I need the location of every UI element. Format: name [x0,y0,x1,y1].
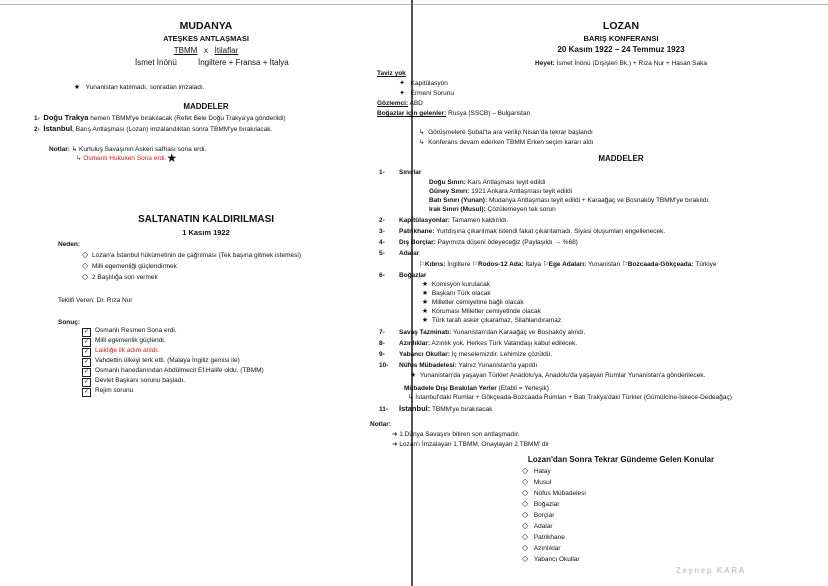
gundem-3 [522,488,586,498]
heyet-text: İsmet İnönü (Dışişleri Bk.) + Rıza Nur + Hasan Saka [554,60,707,67]
madde-10 [379,361,537,370]
sinirlar-num: 1- [379,169,385,176]
madde-bold: Dış Borçlar: [399,239,436,246]
flag-icon: ⚐ [542,261,549,268]
diamond-icon: ◇ [82,261,89,270]
madde-8 [379,339,577,348]
madde-text: İç meselemizdir. Lehimize çözüldü. [449,351,553,358]
heyet-line [414,59,828,68]
side-a: TBMM [173,46,198,55]
madde-11 [379,404,492,414]
bogaz-3 [420,298,524,307]
bogaz-text: Koruması Milletler cemiyetinde olacak [431,308,541,315]
sinir-text: Mudanya Antlaşması teyit edildi + Karaağaç ve Bosnaköy TBMM'ye bırakıldı. [487,197,710,204]
neden-1 [82,250,301,260]
madde-6 [379,271,426,280]
sinir-bold: Irak Sınırı (Musul): [429,206,486,213]
lozan-not-2 [392,440,549,449]
item-text: , Barış Antlaşması (Lozan) imzalandıktan sonra TBMM'ye bırakılacak. [72,126,273,133]
star-icon: ★ [421,317,429,324]
madde-bold: Patrikhane: [399,228,435,235]
diamond-icon: ◇ [82,272,89,281]
madde-text: Payımıza düşeni ödeyeceğiz (Paylaşıldı → %68) [435,239,578,246]
flag-icon: ⚐ [419,261,425,268]
bogazlar-gelenler-text: Rusya (SSCB) – Bulgaristan [446,110,531,117]
bogaz-text: Türk tarafı asker çıkaramaz, Silahlandıramaz [431,317,562,324]
madde-bold: Savaş Tazminatı: [399,329,452,336]
neden-text: 2 Başlılığa son vermek [92,274,158,281]
neden-2 [82,261,177,271]
madde-2 [379,216,508,225]
star-icon: ★ [421,299,429,306]
madde-num: 3- [379,228,385,235]
arrow-note-text: Görüşmelere Şubat'ta ara verilip Nisan'da tekrar başlandı [428,129,593,136]
gundem-text: Borçlar [533,512,555,519]
madde-num: 8- [379,340,385,347]
bogazlar-gelenler-label: Boğazlar için gelenler: [377,110,447,117]
diamond-icon: ◇ [522,488,529,497]
checkbox-icon: ✓ [83,329,90,335]
ada-bold: Bozcaada-Gökçeada: [627,261,694,268]
lozan-date: 20 Kasım 1922 – 24 Temmuz 1923 [557,45,685,54]
hook-arrow-icon: ↳ [408,394,414,401]
sinir-bati [429,196,710,205]
arrow-note-text: Konferans devam ederken TBMM Erken seçim kararı aldı [428,139,594,146]
sonuc-7 [82,386,133,397]
bogaz-1 [420,280,490,289]
sinir-text: 1921 Ankara Antlaşması teyit edildi [469,188,573,195]
arrow-note-2 [419,138,593,147]
cross-star-icon: ✦ [399,80,405,87]
bogazlar-gelenler-line [377,109,530,118]
taviz-label: Taviz yok [377,70,406,77]
mubadele-disi-text [408,393,732,402]
mubadele-disi-value: İstanbul'daki Rumlar + Gökçeada-Bozcaada Rumları + Batı Trakya'daki Türkler (Gümülcine-İskece-Dedeağaç) [415,394,732,401]
diamond-icon: ◇ [522,499,529,508]
madde-text: Tamamen kaldırıldı. [449,217,509,224]
checkbox-icon: ✓ [83,339,90,345]
madde-bold: Kapitülasyonlar: [399,217,450,224]
madde-9 [379,350,552,359]
star-icon: ★ [166,151,178,165]
star-icon: ★ [409,372,417,379]
checkbox-icon: ✓ [83,349,90,355]
gozlemci-line [377,99,423,108]
item-number: 1- [34,115,40,122]
item-number: 2- [34,126,40,133]
sinir-dogu [429,178,545,187]
gundem-text: Adalar [533,523,553,530]
gundem-1 [522,466,551,476]
madde-5 [379,249,419,258]
cross-star-icon: ✦ [399,90,405,97]
gundem-text: Patrikhane [533,534,565,541]
sinir-irak [429,205,556,214]
sonuc-text: Rejim sorunu [95,387,134,394]
ada-text: İtalya [523,261,543,268]
gundem-8 [522,543,561,553]
neden-text: Lozan'a İstanbul hükümetinin de çağrılması (Tek başına gitmek istemesi) [92,252,301,259]
neden-label: Neden: [58,241,81,248]
sonuc-text: Osmanlı hanedanından Abdülmecit Ef.Halife oldu. (TBMM) [95,367,264,374]
madde-bold: Azınlıklar: [399,340,431,347]
mudanya-rep-a: İsmet İnönü [135,58,177,67]
note-2: Osmanlı Hukuken Sona erdi. [83,155,167,162]
sonuc-text: Osmanlı Resmen Sona erdi. [95,327,177,334]
madde-num: 2- [379,217,385,224]
lozan-not-text: 1.Dünya Savaşını bitiren son antlaşmadır. [399,431,520,438]
hook-arrow-icon: ↳ [76,155,82,162]
left-page [0,0,412,586]
star-icon: ★ [421,308,429,315]
bogaz-2 [420,289,491,298]
watermark: Zeynep KARA [676,566,746,575]
checkbox-icon: ✓ [83,359,90,365]
madde-bold: Yabancı Okullar: [399,351,450,358]
madde-3 [379,227,665,236]
madde-num: 7- [379,329,385,336]
lozan-maddeler-title: MADDELER [598,154,644,163]
madde-text: Yunanistan'dan Karaağaç ve Bosnaköy alındı. [451,329,586,336]
diamond-icon: ◇ [522,554,529,563]
mudanya-rep-b: İngiltere + Fransa + İtalya [198,58,289,67]
gundem-title: Lozan'dan Sonra Tekrar Gündeme Gelen Konular [527,455,715,464]
star-icon: ★ [421,290,429,297]
diamond-icon: ◇ [522,510,529,519]
gundem-text: Boğazlar [533,501,560,508]
mudanya-item-2 [34,124,272,134]
mudanya-item-1 [34,113,286,123]
diamond-icon: ◇ [522,477,529,486]
arrow-note-1 [419,128,593,137]
mubadele-star-text: Yunanistan'da yaşayan Türkler Anadolu'ya, Anadolu'da yaşayan Rumlar Yunanistan'a gönderilecek. [419,372,706,379]
hook-arrow-icon: ↳ [71,146,78,153]
bogaz-text: Milletler cemiyetine bağlı olacak [431,299,524,306]
gundem-9 [522,554,580,564]
gundem-7 [522,532,565,542]
mubadele-disi-label: Mübadele Dışı Bırakılan Yerler [404,385,497,392]
ada-text: Türkiye [693,261,717,268]
lozan-subtitle: BARIŞ KONFERANSI [583,34,659,43]
taviz-1 [397,79,448,88]
bogaz-text: Başkanı Türk olacak [431,290,491,297]
neden-text: Milli egemenliği güçlendirmek [92,263,177,270]
madde-bold: Adalar [399,250,420,257]
gundem-text: Azınlıklar [533,545,561,552]
mudanya-note [72,83,205,92]
lozan-not-1 [392,430,520,439]
sonuc-text: Devlet Başkanı sorunu başladı. [95,377,185,384]
gozlemci-label: Gözlemci: [377,100,409,107]
madde-7 [379,328,585,337]
mudanya-maddeler-title: MADDELER [183,102,229,111]
diamond-icon: ◇ [82,250,89,259]
saltanat-title: SALTANATIN KALDIRILMASI [137,214,275,225]
sonuc-text: Laikliğe ilk adım atıldı. [95,347,159,354]
gundem-text: Musul [533,479,552,486]
gundem-text: Nüfus Mübadelesi [533,490,586,497]
saltanat-date: 1 Kasım 1922 [182,228,230,237]
mudanya-note-2 [76,151,178,165]
gundem-6 [522,521,553,531]
star-icon: ★ [421,281,429,288]
madde-4 [379,238,578,247]
ada-bold: Rodos-12 Ada: [478,261,524,268]
teklif-veren: Teklifi Veren: Dr. Rıza Nur [58,297,133,304]
x-sep: x [204,46,208,55]
lozan-not-text: Lozan'ı İmzalayan 1.TBMM, Onaylayan 2.TBMM' dir [399,441,550,448]
madde-bold: Nüfus Mübadelesi: [399,362,457,369]
sinirlar-label: Sınırlar [399,169,422,176]
madde-num: 5- [379,250,385,257]
neden-3 [82,272,158,282]
checkbox-icon: ✓ [83,369,90,375]
gundem-4 [522,499,559,509]
sinir-guney [429,187,572,196]
mubadele-disi-extra: (Etabli = Yerleşik) [496,385,549,392]
star-icon: ★ [73,84,81,91]
madde-bold: Boğazlar [399,272,427,279]
bogaz-5 [420,316,561,325]
sinir-bold: Doğu Sınırı: [429,179,466,186]
mudanya-notes [49,145,206,154]
madde-text: TBMM'ye bırakılacak [430,406,493,413]
gozlemci-text: ABD [408,100,423,107]
sinir-text: Çözülemeyen tek sorun [485,206,556,213]
bogaz-4 [420,307,541,316]
mubadele-disi-heading [404,384,549,393]
madde-num: 6- [379,272,385,279]
arrow-right-icon: ➔ [392,431,398,438]
flag-icon: ⚐ [472,261,478,268]
taviz-text: Ermeni Sorunu [410,90,454,97]
side-b: İtilaflar [214,46,239,55]
mudanya-subtitle: ATEŞKES ANTLAŞMASI [163,34,249,43]
madde-num: 11- [379,406,389,413]
madde-text: Azınlık yok, Herkes Türk Vatandaşı kabul edilecek. [430,340,578,347]
right-page [370,0,828,586]
bogaz-text: Komisyon kurulacak [431,281,490,288]
diamond-icon: ◇ [522,543,529,552]
diamond-icon: ◇ [522,532,529,541]
sonuc-text: Vahdettin ülkeyi terk etti. (Malaya İngiliz gemisi ile) [95,357,240,364]
ada-text: Yunanistan [586,261,622,268]
mubadele-star [408,371,705,380]
ada-bold: Ege Adaları: [548,261,587,268]
mudanya-title: MUDANYA [179,20,233,32]
mudanya-note-text: Yunanistan katılmadı, sonradan imzaladı. [85,84,205,91]
item-text: hemen TBMM'ye bırakılacak (Refet Bele Doğu Trakya'ya gönderildi) [88,115,286,122]
item-bold: Doğu Trakya [43,113,89,122]
sinir-bold: Batı Sınırı (Yunan): [429,197,488,204]
sinir-text: Kars Antlaşması teyit edildi [465,179,546,186]
sonuc-text: Milli egemenlik güçlendi. [95,337,166,344]
madde-num: 4- [379,239,385,246]
note-1: Kurtuluş Savaşının Askeri safhası sona erdi. [79,146,207,153]
madde-text: Yalnız Yunanistan'la yapıldı [456,362,538,369]
notlar-label: Notlar: [49,146,70,153]
gundem-2 [522,477,551,487]
hook-arrow-icon: ↳ [419,129,425,136]
ada-bold: Kıbrıs: [424,261,446,268]
gundem-5 [522,510,554,520]
checkbox-icon: ✓ [83,389,90,395]
item-bold: İstanbul [43,124,73,133]
flag-icon: ⚐ [621,261,628,268]
gundem-text: Yabancı Okullar [533,556,580,563]
taviz-text: Kapitülasyon [410,80,448,87]
diamond-icon: ◇ [522,521,529,530]
taviz-2 [397,89,454,98]
mudanya-sides [0,46,412,56]
lozan-notlar-label: Notlar: [370,421,391,428]
checkbox-icon: ✓ [83,379,90,385]
gundem-text: Hatay [533,468,551,475]
madde-num: 9- [379,351,385,358]
arrow-right-icon: ➔ [392,441,398,448]
ada-text: İngiltere [445,261,473,268]
hook-arrow-icon: ↳ [419,139,425,146]
lozan-title: LOZAN [602,20,640,32]
madde-num: 10- [379,362,389,369]
sonuc-label: Sonuç: [58,319,81,326]
madde-bold: İstanbul: [399,404,431,413]
heyet-label: Heyet: [535,60,555,67]
sinir-bold: Güney Sınırı: [429,188,470,195]
madde-text: Yurtdışına çıkarılmak istendi fakat çıkarılamadı. Siyasi oluşumları engellenecek. [434,228,666,235]
adalar-line [419,260,717,269]
diamond-icon: ◇ [522,466,529,475]
